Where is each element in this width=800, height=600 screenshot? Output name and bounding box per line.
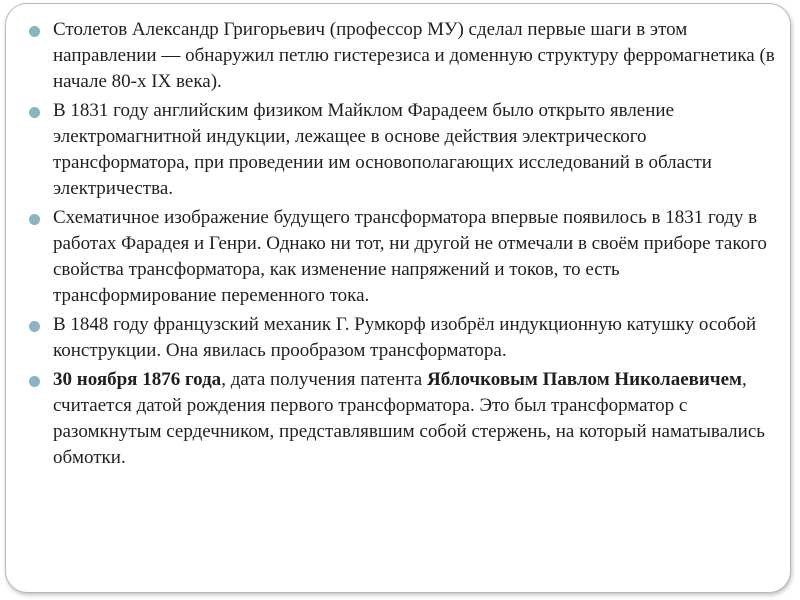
bullet-list bbox=[26, 17, 786, 474]
list-item bbox=[26, 367, 786, 471]
bullet-text: , считается датой рождения первого трансформатора. Это был трансформатор с разомкнутым сердечником, представлявшим собой стержень, на который наматывались обмотки. bbox=[53, 369, 765, 468]
list-item bbox=[26, 98, 786, 202]
bullet-text: Столетов Александр Григорьевич (профессор МУ) сделал первые шаги в этом направлении — обнаружил петлю гистерезиса и доменную структуру ферромагнетика (в начале 80-х IX века). bbox=[53, 19, 775, 92]
bullet-text: Схематичное изображение будущего трансформатора впервые появилось в 1831 году в работах Фарадея и Генри. Однако ни тот, ни другой не отмечали в своём приборе такого свойства трансформатора, как изменение напряжений и токов, то есть трансформирование переменного тока. bbox=[53, 207, 767, 306]
slide-frame bbox=[5, 3, 791, 593]
patent-date: 30 ноября 1876 года bbox=[53, 369, 222, 390]
bullet-dot-icon bbox=[29, 376, 40, 387]
bullet-dot-icon bbox=[29, 26, 40, 37]
list-item bbox=[26, 205, 786, 309]
bullet-dot-icon bbox=[29, 107, 40, 118]
bullet-text: В 1848 году французский механик Г. Румкорф изобрёл индукционную катушку особой конструкции. Она явилась прообразом трансформатора. bbox=[53, 314, 757, 361]
bullet-text: В 1831 году английским физиком Майклом Фарадеем было открыто явление электромагнитной индукции, лежащее в основе действия электрического трансформатора, при проведении им основополагающих исследований в области электричества. bbox=[53, 100, 712, 199]
list-item bbox=[26, 312, 786, 364]
bullet-dot-icon bbox=[29, 214, 40, 225]
bullet-text: , дата получения патента bbox=[221, 369, 427, 390]
inventor-name: Яблочковым Павлом Николаевичем bbox=[426, 369, 742, 390]
list-item bbox=[26, 17, 786, 95]
bullet-dot-icon bbox=[29, 321, 40, 332]
